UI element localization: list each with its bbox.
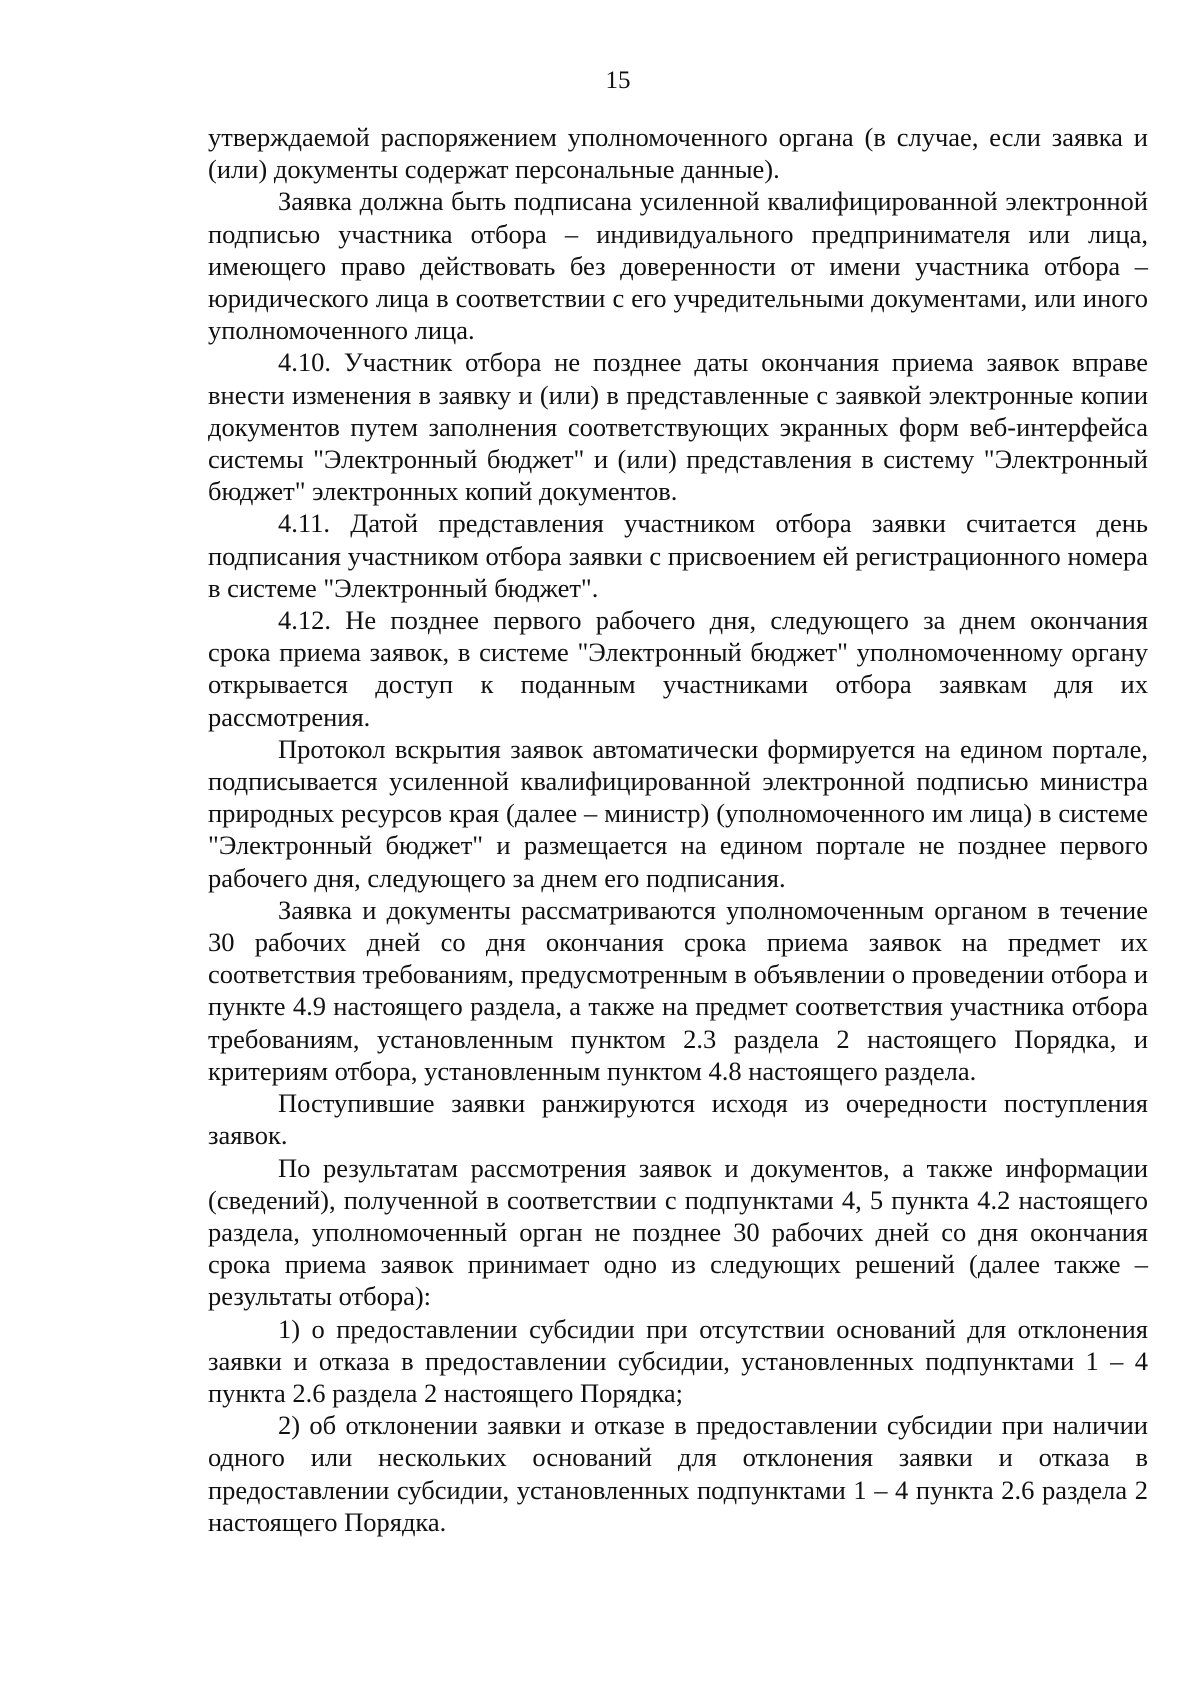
paragraph-4-11: 4.11. Датой представления участником отбора заявки считается день подписания участником отбора заявки с присвоением ей регистрационного номера в системе "Электронный бюджет".: [208, 508, 1148, 603]
document-body: [208, 121, 1148, 1538]
paragraph-4-10: 4.10. Участник отбора не позднее даты окончания приема заявок вправе внести изменения в заявку и (или) в представленные с заявкой электронные копии документов путем заполнения соответствующих экранных форм веб-интерфейса системы "Электронный бюджет" и (или) представления в систему "Электронный бюджет" электронных копий документов.: [208, 347, 1148, 507]
paragraph-decision: По результатам рассмотрения заявок и документов, а также информации (сведений), полученной в соответствии с подпунктами 4, 5 пункта 4.2 настоящего раздела, уполномоченный орган не позднее 30 рабочих дней со дня окончания срока приема заявок принимает одно из следующих решений (далее также – результаты отбора):: [208, 1152, 1148, 1312]
paragraph-4-12: 4.12. Не позднее первого рабочего дня, следующего за днем окончания срока приема заявок, в системе "Электронный бюджет" уполномоченному органу открывается доступ к поданным участниками отбора заявкам для их рассмотрения.: [208, 605, 1148, 732]
paragraph-review-period: Заявка и документы рассматриваются уполномоченным органом в течение 30 рабочих дней со дня окончания срока приема заявок на предмет их соответствия требованиям, предусмотренным в объявлении о проведении отбора и пункте 4.9 настоящего раздела, а также на предмет соответствия участника отбора требованиям, установленным пунктом 2.3 раздела 2 настоящего Порядка, и критериям отбора, установленным пунктом 4.8 настоящего раздела.: [208, 894, 1148, 1086]
paragraph-opening-protocol: Протокол вскрытия заявок автоматически формируется на едином портале, подписывается усиленной квалифицированной электронной подписью министра природных ресурсов края (далее – министр) (уполномоченного им лица) в системе "Электронный бюджет" и размещается на едином портале не позднее первого рабочего дня, следующего за днем его подписания.: [208, 733, 1148, 893]
paragraph-ranking: Поступившие заявки ранжируются исходя из очередности поступления заявок.: [208, 1088, 1148, 1151]
list-item-1: 1) о предоставлении субсидии при отсутствии оснований для отклонения заявки и отказа в предоставлении субсидии, установленных подпунктами 1 – 4 пункта 2.6 раздела 2 настоящего Порядка;: [208, 1313, 1148, 1408]
page-number: 15: [605, 67, 631, 94]
paragraph-signature-requirement: Заявка должна быть подписана усиленной квалифицированной электронной подписью участника отбора – индивидуального предпринимателя или лица, имеющего право действовать без доверенности от имени участника отбора – юридического лица в соответствии с его учредительными документами, или иного уполномоченного лица.: [208, 186, 1148, 346]
paragraph-continuation: утверждаемой распоряжением уполномоченного органа (в случае, если заявка и (или) документы содержат персональные данные).: [208, 122, 1148, 185]
list-item-2: 2) об отклонении заявки и отказе в предоставлении субсидии при наличии одного или нескольких оснований для отклонения заявки и отказа в предоставлении субсидии, установленных подпунктами 1 – 4 пункта 2.6 раздела 2 настоящего Порядка.: [208, 1410, 1148, 1537]
